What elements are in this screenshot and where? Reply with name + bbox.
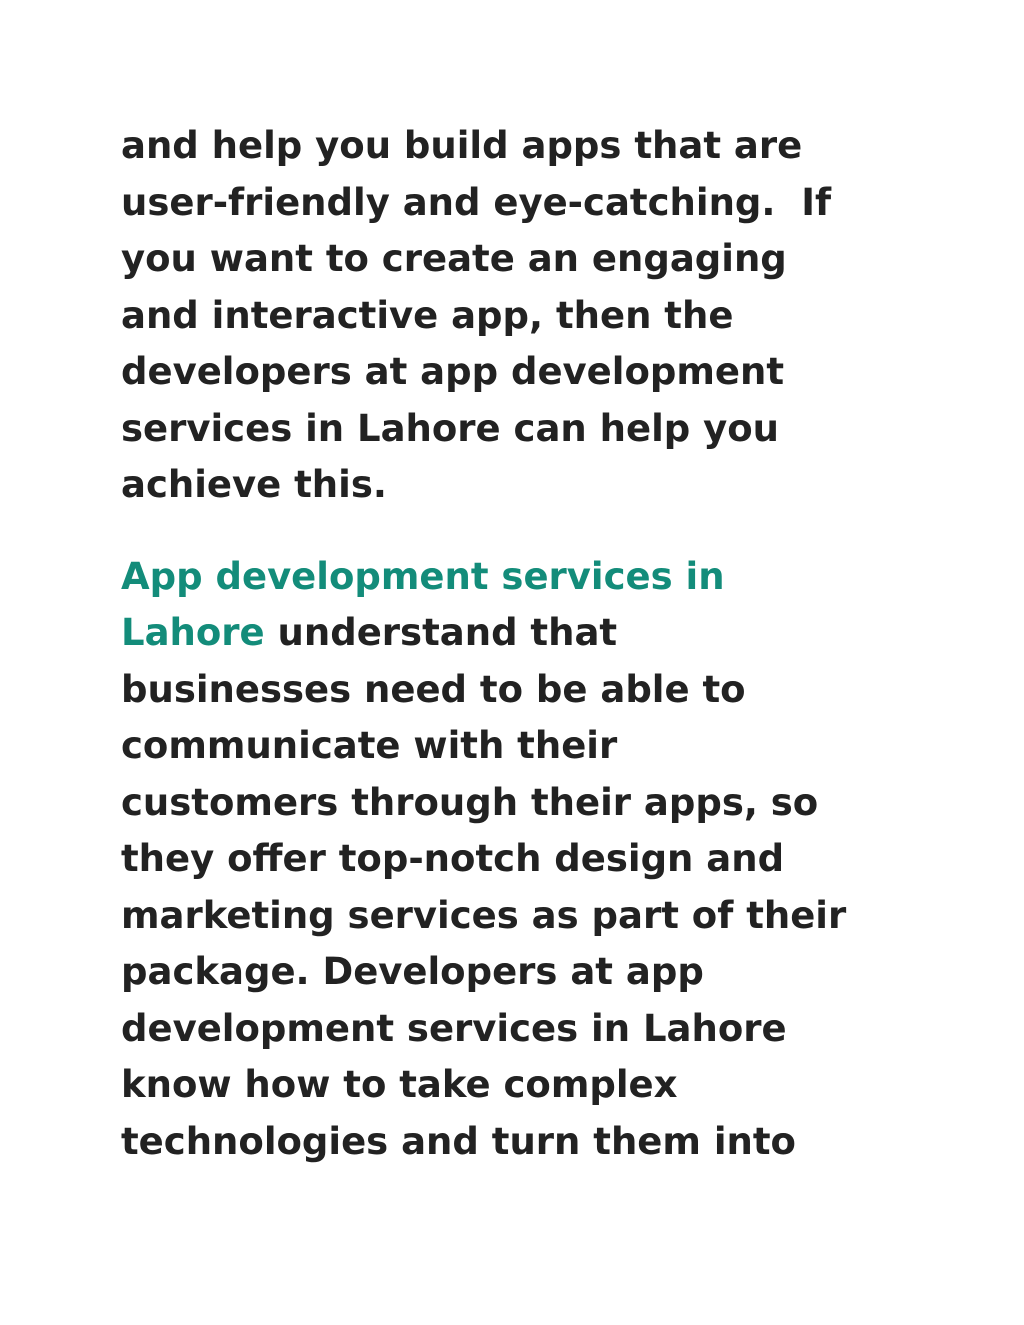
text-line: marketing services as part of their (121, 893, 847, 937)
link-line (121, 605, 911, 662)
text-line: and help you build apps that are (121, 124, 803, 167)
text-line: they offer top-notch design and (121, 837, 785, 880)
text-line: package. Developers at app (121, 950, 704, 993)
link-line (121, 549, 911, 606)
text-line: communicate with their (121, 724, 618, 767)
text-line: developers at app development (121, 350, 785, 393)
text-line: you want to create an engaging (121, 237, 787, 280)
text-line: businesses need to be able to (121, 667, 746, 711)
text-line: technologies and turn them into (121, 1119, 796, 1163)
services-link-part-2[interactable]: Lahore (121, 611, 265, 654)
document-page (121, 118, 911, 1170)
text-line: achieve this. (121, 463, 387, 506)
text-line: user-friendly and eye-catching. If (121, 180, 832, 224)
text-after-link: understand that (264, 611, 618, 654)
text-line: and interactive app, then the (121, 293, 734, 337)
text-line: services in Lahore can help you (121, 406, 780, 450)
text-line: development services in Lahore (121, 1006, 787, 1050)
paragraph-intro (121, 118, 911, 514)
text-line: customers through their apps, so (121, 780, 819, 824)
services-link-part-1[interactable]: App development services in (121, 554, 725, 598)
text-line: know how to take complex (121, 1063, 678, 1106)
paragraph-services (121, 549, 911, 1171)
